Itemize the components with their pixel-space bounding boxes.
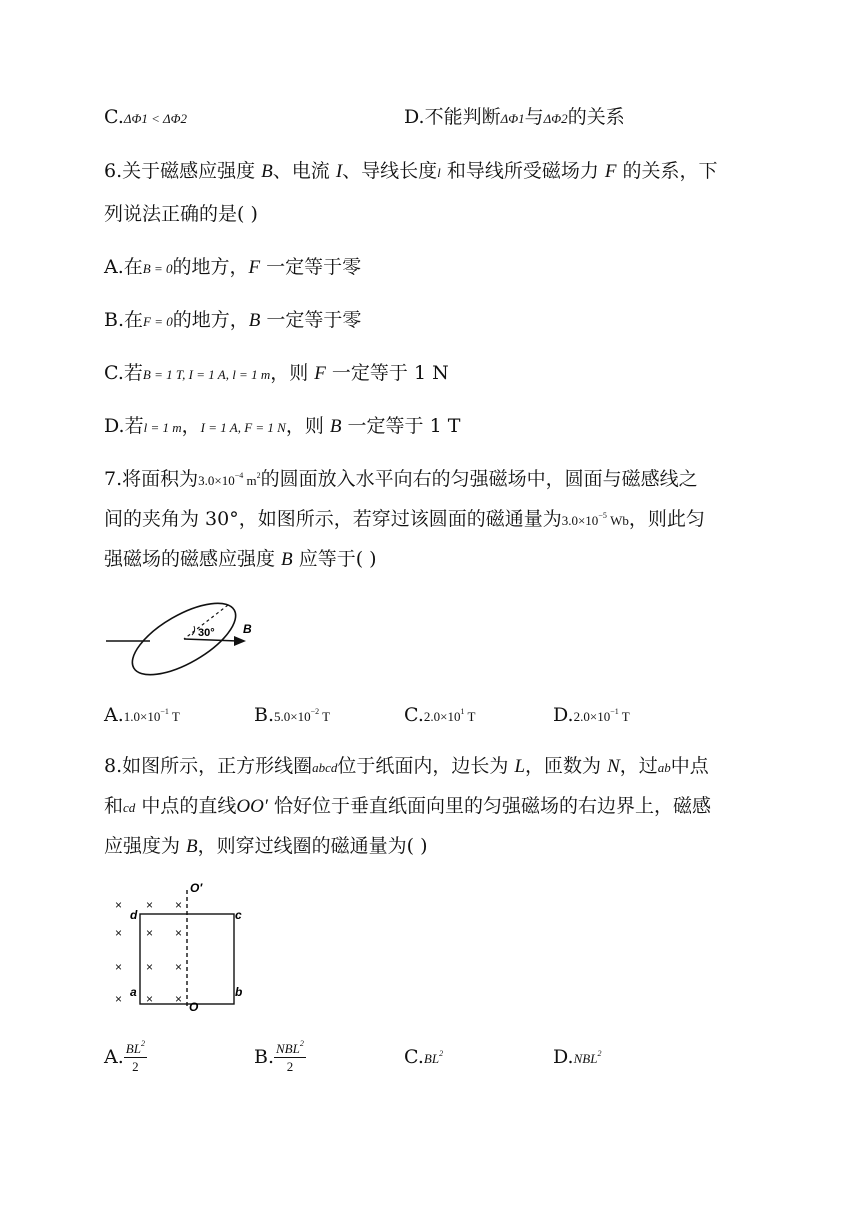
q7-option-c: $C.2.0\times 10^1$ T (404, 704, 476, 726)
q8-figure-coil-in-field (104, 878, 254, 1018)
fraction: $\frac{BL^2}{2}$ (125, 1039, 145, 1075)
q7-stem-line1: 7.将面积为$3.0\times 10^{-4}$ $m^2$的圆面放入水平向右的匀强磁场中，圆面与磁感线之 (104, 468, 698, 490)
corner-d: d (130, 908, 138, 922)
cross-mark: × (175, 960, 183, 974)
q5-option-c-expr: ΔΦ1 < ΔΦ2 (123, 111, 187, 126)
q5-option-c: C.ΔΦ1 < ΔΦ2 (104, 106, 187, 128)
q6-option-a: A.在B = 0的地方，F 一定等于零 (104, 256, 362, 278)
q6-stem-line2: 列说法正确的是( ) (104, 203, 258, 225)
cross-mark: × (175, 898, 183, 912)
q6-stem-line1: 6.关于磁感应强度 B、电流 I、导线长度l 和导线所受磁场力 F 的关系，下 (104, 160, 718, 182)
label-o-prime: O′ (190, 881, 203, 895)
field-line-right (184, 639, 238, 641)
q6-option-c: C.若B = 1 T, I = 1 A, l = 1 m，则 F 一定等于 1 N (104, 362, 449, 384)
q5-option-d: D.不能判断ΔΦ1与ΔΦ2的关系 (404, 106, 625, 128)
q7-stem-line2: 间的夹角为 30°，如图所示，若穿过该圆面的磁通量为$3.0\times 10^{-5}$ Wb，则此匀 (104, 508, 705, 530)
q8-option-d: D.NBL$^2$ (553, 1046, 602, 1068)
label-o: O (189, 1000, 199, 1014)
fraction: $\frac{NBL^2}{2}$ (276, 1039, 304, 1075)
q6-option-d: D.若l = 1 m，I = 1 A, F = 1 N，则 B 一定等于 1 T (104, 415, 461, 437)
q8-option-c: $C.BL^2$ (404, 1046, 444, 1068)
corner-b: b (235, 985, 243, 999)
q7-option-b: $B.5.0\times 10^{-2}$ T (254, 704, 331, 726)
q8-stem-line1: 8.如图所示，正方形线圈abcd位于纸面内，边长为 L，匝数为 N，过ab中点 (104, 755, 709, 777)
cross-mark: × (146, 926, 154, 940)
cross-mark: × (115, 960, 123, 974)
q7-option-a: $A.1.0\times 10^{-1}$ T (104, 704, 180, 726)
q8-option-a: A. $\frac{BL^2}{2}$ (104, 1039, 145, 1075)
cross-mark: × (146, 960, 154, 974)
corner-a: a (130, 985, 137, 999)
cross-mark: × (115, 898, 123, 912)
cross-mark: × (115, 926, 123, 940)
q8-option-b: B. $\frac{NBL^2}{2}$ (254, 1039, 304, 1075)
cross-mark: × (175, 992, 183, 1006)
q7-figure-disc-in-field (104, 595, 274, 685)
q7-stem-line3: 强磁场的磁感应强度 B 应等于( ) (104, 548, 377, 570)
q6-option-b: B.在F = 0的地方，B 一定等于零 (104, 309, 362, 331)
q8-stem-line3: 应强度为 B，则穿过线圈的磁通量为( ) (104, 835, 428, 857)
angle-label: 30° (198, 627, 215, 639)
cross-mark: × (175, 926, 183, 940)
q7-option-d: $D.2.0\times 10^{-1}$ T (553, 704, 630, 726)
cross-mark: × (115, 992, 123, 1006)
field-label-b: B (243, 622, 252, 636)
cross-mark: × (146, 992, 154, 1006)
corner-c: c (235, 908, 242, 922)
field-arrowhead (234, 636, 246, 646)
angle-arc (192, 626, 195, 635)
q8-stem-line2: 和cd 中点的直线OO′ 恰好位于垂直纸面向里的匀强磁场的右边界上，磁感 (104, 795, 711, 817)
cross-mark: × (146, 898, 154, 912)
